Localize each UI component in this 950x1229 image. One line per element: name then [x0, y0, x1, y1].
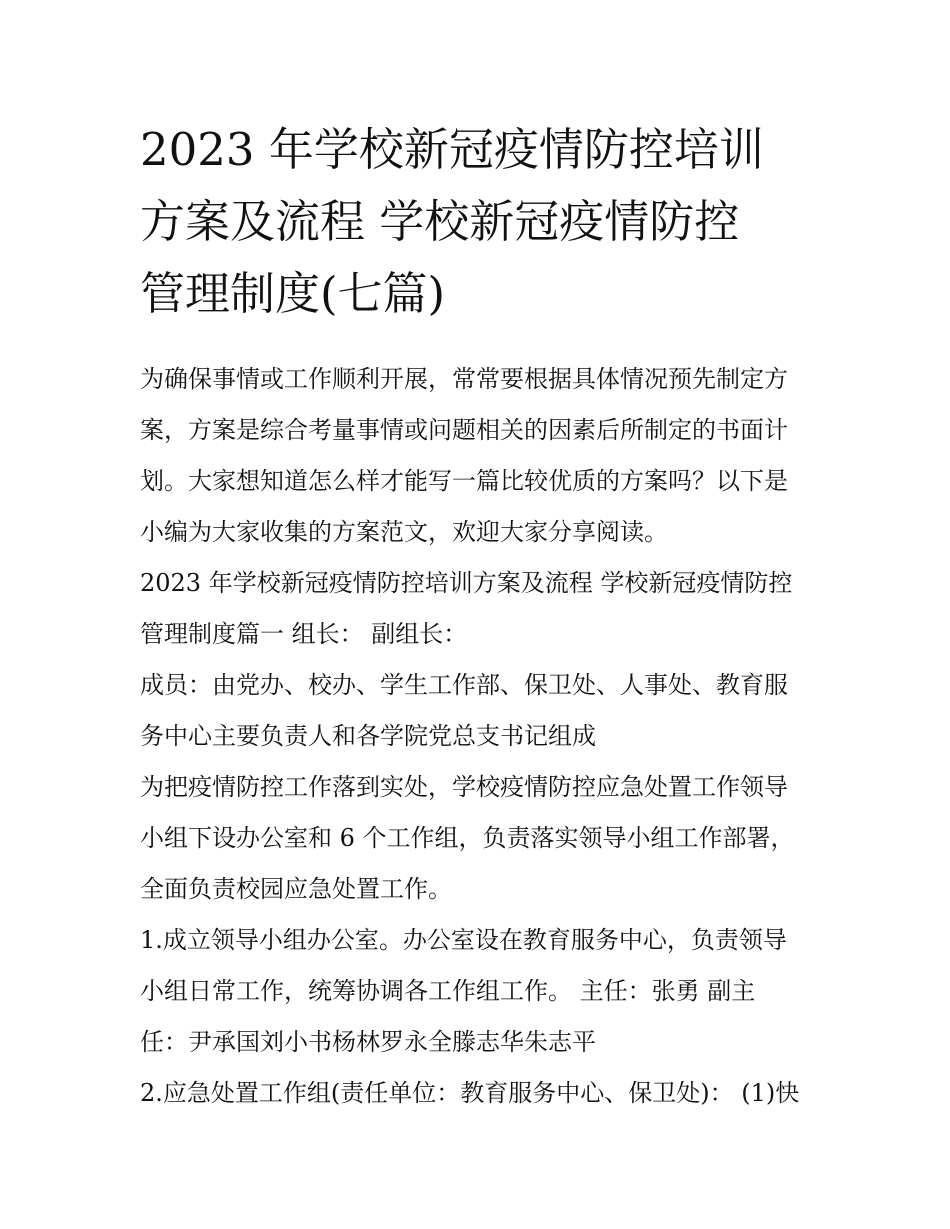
paragraph-line: 小组下设办公室和 6 个工作组，负责落实领导小组工作部署，: [140, 824, 795, 852]
paragraph-line: 2023 年学校新冠疫情防控培训方案及流程 学校新冠疫情防控: [140, 569, 793, 597]
title-line-3: 管理制度(七篇): [140, 267, 446, 320]
paragraph-line: 1.成立领导小组办公室。办公室设在教育服务中心，负责领导: [140, 926, 787, 954]
paragraph-line: 划。大家想知道怎么样才能写一篇比较优质的方案吗？以下是: [140, 467, 788, 495]
paragraph-intro: [140, 354, 812, 558]
title-line-1: 2023 年学校新冠疫情防控培训: [140, 123, 764, 176]
paragraph-members: [140, 660, 812, 762]
paragraph-line: 全面负责校园应急处置工作。: [140, 875, 452, 903]
paragraph-line: 案，方案是综合考量事情或问题相关的因素后所制定的书面计: [140, 416, 788, 444]
document-body: [140, 354, 812, 1119]
title-line-2: 方案及流程 学校新冠疫情防控: [140, 195, 740, 248]
paragraph-section-heading: [140, 558, 812, 660]
document-title: [140, 114, 812, 330]
paragraph-item-1: [140, 915, 812, 1068]
paragraph-line: 为把疫情防控工作落到实处，学校疫情防控应急处置工作领导: [140, 773, 788, 801]
paragraph-office: [140, 762, 812, 915]
paragraph-line: 任：尹承国刘小书杨林罗永全滕志华朱志平: [140, 1028, 596, 1056]
paragraph-line: 务中心主要负责人和各学院党总支书记组成: [140, 722, 596, 750]
paragraph-line: 成员：由党办、校办、学生工作部、保卫处、人事处、教育服: [140, 671, 788, 699]
paragraph-item-2: [140, 1068, 812, 1119]
paragraph-line: 小编为大家收集的方案范文，欢迎大家分享阅读。: [140, 518, 668, 546]
paragraph-line: 2.应急处置工作组(责任单位：教育服务中心、保卫处)： (1)快: [140, 1079, 800, 1107]
paragraph-line: 管理制度篇一 组长： 副组长：: [140, 620, 468, 648]
paragraph-line: 小组日常工作，统筹协调各工作组工作。 主任：张勇 副主: [140, 977, 756, 1005]
paragraph-line: 为确保事情或工作顺利开展，常常要根据具体情况预先制定方: [140, 365, 788, 393]
